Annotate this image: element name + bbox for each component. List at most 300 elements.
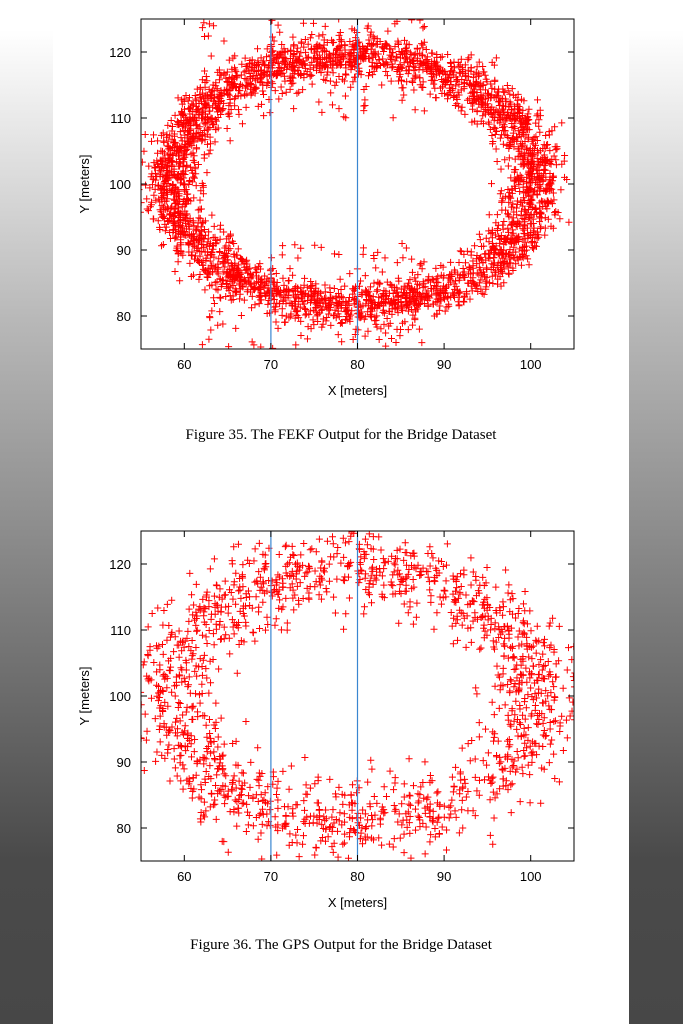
- data-point: [303, 569, 310, 576]
- data-point: [197, 206, 204, 213]
- data-point: [168, 597, 175, 604]
- data-point: [444, 95, 451, 102]
- data-point: [503, 777, 510, 784]
- data-point: [154, 604, 161, 611]
- data-point: [286, 830, 293, 837]
- data-point: [157, 738, 164, 745]
- data-point: [307, 785, 314, 792]
- data-point: [144, 728, 151, 735]
- data-point: [290, 41, 297, 48]
- data-point: [422, 850, 429, 857]
- data-point: [379, 269, 386, 276]
- x-tick-label: 90: [436, 357, 452, 372]
- data-point: [403, 78, 410, 85]
- data-point: [547, 725, 554, 732]
- data-point: [490, 789, 497, 796]
- data-point: [545, 658, 552, 665]
- data-point: [505, 213, 512, 220]
- data-point: [534, 623, 541, 630]
- data-point: [539, 699, 546, 706]
- data-point: [556, 623, 563, 630]
- data-point: [570, 673, 577, 680]
- data-point: [410, 576, 417, 583]
- data-point: [203, 77, 210, 84]
- data-point: [186, 606, 193, 613]
- data-point: [197, 819, 204, 826]
- data-point: [405, 609, 412, 616]
- data-point: [272, 303, 279, 310]
- data-point: [128, 746, 135, 753]
- data-point: [158, 242, 165, 249]
- data-point: [195, 214, 202, 221]
- data-point: [391, 802, 398, 809]
- data-point: [215, 666, 222, 673]
- data-point: [565, 644, 572, 651]
- data-point: [145, 623, 152, 630]
- data-point: [527, 799, 534, 806]
- data-point: [210, 294, 217, 301]
- data-point: [251, 301, 258, 308]
- data-point: [199, 712, 206, 719]
- gps-plot-svg: [53, 512, 629, 922]
- data-point: [309, 81, 316, 88]
- document-page: [53, 0, 629, 1024]
- data-point: [214, 322, 221, 329]
- data-point: [518, 208, 525, 215]
- data-point: [278, 626, 285, 633]
- data-point: [408, 256, 415, 263]
- data-point: [370, 255, 377, 262]
- data-point: [207, 140, 214, 147]
- data-point: [338, 338, 345, 345]
- data-point: [512, 698, 519, 705]
- data-point: [441, 803, 448, 810]
- data-point: [279, 242, 286, 249]
- data-point: [156, 661, 163, 668]
- data-point: [229, 560, 236, 567]
- data-point: [259, 87, 266, 94]
- data-point: [337, 276, 344, 283]
- data-point: [364, 779, 371, 786]
- data-point: [257, 344, 264, 351]
- data-point: [306, 596, 313, 603]
- data-point: [307, 546, 314, 553]
- data-point: [231, 772, 238, 779]
- data-point: [492, 619, 499, 626]
- data-point: [445, 804, 452, 811]
- data-point: [447, 802, 454, 809]
- data-point: [205, 690, 212, 697]
- data-point: [297, 332, 304, 339]
- data-point: [513, 726, 520, 733]
- data-point: [434, 819, 441, 826]
- data-point: [341, 78, 348, 85]
- data-point: [141, 767, 148, 774]
- data-point: [150, 192, 157, 199]
- data-point: [272, 87, 279, 94]
- data-point: [310, 813, 317, 820]
- data-point: [299, 841, 306, 848]
- data-point: [516, 188, 523, 195]
- data-point: [480, 757, 487, 764]
- data-point: [207, 658, 214, 665]
- data-point: [456, 259, 463, 266]
- data-point: [243, 801, 250, 808]
- data-point: [248, 304, 255, 311]
- data-point: [171, 235, 178, 242]
- data-point: [240, 800, 247, 807]
- data-point: [192, 690, 199, 697]
- data-point: [534, 96, 541, 103]
- data-point: [182, 722, 189, 729]
- data-point: [297, 864, 304, 871]
- data-point: [188, 591, 195, 598]
- data-point: [289, 272, 296, 279]
- data-point: [533, 650, 540, 657]
- data-point: [508, 809, 515, 816]
- data-point: [368, 599, 375, 606]
- data-point: [210, 22, 217, 29]
- data-point: [186, 570, 193, 577]
- data-point: [370, 556, 377, 563]
- data-point: [165, 138, 172, 145]
- data-point: [378, 546, 385, 553]
- data-point: [561, 152, 568, 159]
- data-point: [450, 572, 457, 579]
- data-point: [488, 132, 495, 139]
- data-point: [189, 795, 196, 802]
- y-tick-label: 90: [116, 243, 131, 258]
- data-point: [206, 762, 213, 769]
- data-point: [290, 606, 297, 613]
- data-point: [300, 540, 307, 547]
- data-point: [498, 187, 505, 194]
- data-point: [547, 719, 554, 726]
- data-point: [155, 217, 162, 224]
- data-point: [276, 29, 283, 36]
- scatter-points: [114, 513, 593, 871]
- data-point: [433, 609, 440, 616]
- data-point: [521, 753, 528, 760]
- data-point: [493, 663, 500, 670]
- data-point: [252, 545, 259, 552]
- fekf-chart: [53, 0, 629, 410]
- data-point: [423, 824, 430, 831]
- data-point: [507, 721, 514, 728]
- data-point: [495, 738, 502, 745]
- data-point: [353, 814, 360, 821]
- data-point: [266, 109, 273, 116]
- data-point: [219, 320, 226, 327]
- data-point: [400, 91, 407, 98]
- data-point: [257, 830, 264, 837]
- data-point: [213, 626, 220, 633]
- data-point: [197, 197, 204, 204]
- data-point: [361, 603, 368, 610]
- data-point: [416, 17, 423, 24]
- data-point: [137, 209, 144, 216]
- data-point: [330, 849, 337, 856]
- data-point: [205, 150, 212, 157]
- data-point: [331, 285, 338, 292]
- data-point: [547, 741, 554, 748]
- data-point: [450, 640, 457, 647]
- data-point: [335, 331, 342, 338]
- data-point: [226, 650, 233, 657]
- data-point: [457, 777, 464, 784]
- data-point: [550, 683, 557, 690]
- data-point: [380, 321, 387, 328]
- data-point: [279, 90, 286, 97]
- data-point: [500, 226, 507, 233]
- data-point: [500, 218, 507, 225]
- data-point: [571, 716, 578, 723]
- data-point: [493, 146, 500, 153]
- data-point: [310, 20, 317, 27]
- data-point: [273, 791, 280, 798]
- data-point: [327, 89, 334, 96]
- data-point: [184, 628, 191, 635]
- data-point: [197, 700, 204, 707]
- data-point: [281, 803, 288, 810]
- data-point: [213, 771, 220, 778]
- data-point: [566, 694, 573, 701]
- y-tick-label: 120: [109, 45, 131, 60]
- data-point: [337, 513, 344, 520]
- data-point: [525, 654, 532, 661]
- data-point: [125, 660, 132, 667]
- data-point: [177, 752, 184, 759]
- data-point: [507, 723, 514, 730]
- data-point: [222, 578, 229, 585]
- data-point: [322, 807, 329, 814]
- data-point: [212, 700, 219, 707]
- data-point: [132, 650, 139, 657]
- data-point: [275, 95, 282, 102]
- data-point: [564, 734, 571, 741]
- data-point: [514, 134, 521, 141]
- data-point: [341, 283, 348, 290]
- data-point: [211, 796, 218, 803]
- data-point: [273, 319, 280, 326]
- data-point: [235, 245, 242, 252]
- data-point: [168, 689, 175, 696]
- data-point: [263, 810, 270, 817]
- data-point: [486, 211, 493, 218]
- data-point: [210, 630, 217, 637]
- data-point: [406, 792, 413, 799]
- data-point: [254, 45, 261, 52]
- data-point: [459, 797, 466, 804]
- data-point: [237, 595, 244, 602]
- data-point: [294, 801, 301, 808]
- data-point: [500, 775, 507, 782]
- data-point: [479, 574, 486, 581]
- data-point: [476, 777, 483, 784]
- data-point: [301, 275, 308, 282]
- data-point: [471, 242, 478, 249]
- data-point: [194, 627, 201, 634]
- data-point: [390, 114, 397, 121]
- data-point: [406, 830, 413, 837]
- data-point: [498, 131, 505, 138]
- data-point: [335, 251, 342, 258]
- x-tick-label: 60: [177, 357, 192, 372]
- data-point: [164, 601, 171, 608]
- data-point: [454, 637, 461, 644]
- data-point: [163, 637, 170, 644]
- data-point: [189, 652, 196, 659]
- data-point: [177, 777, 184, 784]
- data-point: [545, 216, 552, 223]
- data-point: [377, 325, 384, 332]
- data-point: [497, 135, 504, 142]
- data-point: [145, 163, 152, 170]
- data-point: [308, 545, 315, 552]
- data-point: [133, 749, 140, 756]
- data-point: [330, 553, 337, 560]
- data-point: [482, 726, 489, 733]
- data-point: [150, 131, 157, 138]
- data-point: [267, 822, 274, 829]
- data-point: [453, 584, 460, 591]
- data-point: [224, 125, 231, 132]
- data-point: [217, 636, 224, 643]
- data-point: [522, 588, 529, 595]
- data-point: [541, 642, 548, 649]
- data-point: [464, 788, 471, 795]
- data-point: [284, 619, 291, 626]
- data-point: [522, 752, 529, 759]
- data-point: [506, 154, 513, 161]
- data-point: [302, 820, 309, 827]
- data-point: [149, 610, 156, 617]
- data-point: [413, 614, 420, 621]
- x-axis-title: X [meters]: [327, 383, 388, 398]
- data-point: [273, 615, 280, 622]
- data-point: [221, 770, 228, 777]
- data-point: [297, 551, 304, 558]
- data-point: [556, 215, 563, 222]
- data-point: [341, 41, 348, 48]
- data-point: [217, 236, 224, 243]
- data-point: [200, 19, 207, 26]
- data-point: [384, 28, 391, 35]
- data-point: [478, 645, 485, 652]
- data-point: [505, 589, 512, 596]
- data-point: [228, 297, 235, 304]
- data-point: [154, 137, 161, 144]
- data-point: [492, 131, 499, 138]
- data-point: [211, 756, 218, 763]
- data-point: [220, 37, 227, 44]
- data-point: [510, 653, 517, 660]
- data-point: [405, 326, 412, 333]
- data-point: [452, 764, 459, 771]
- data-point: [198, 681, 205, 688]
- data-point: [476, 231, 483, 238]
- data-point: [371, 793, 378, 800]
- data-point: [251, 638, 258, 645]
- data-point: [548, 161, 555, 168]
- data-point: [458, 583, 465, 590]
- data-point: [326, 578, 333, 585]
- data-point: [373, 800, 380, 807]
- data-point: [184, 704, 191, 711]
- data-point: [205, 32, 212, 39]
- data-point: [487, 626, 494, 633]
- data-point: [412, 106, 419, 113]
- data-point: [153, 748, 160, 755]
- data-point: [505, 581, 512, 588]
- data-point: [329, 824, 336, 831]
- data-point: [345, 538, 352, 545]
- data-point: [175, 742, 182, 749]
- data-point: [201, 33, 208, 40]
- data-point: [477, 614, 484, 621]
- data-point: [250, 822, 257, 829]
- data-point: [510, 762, 517, 769]
- data-point: [370, 280, 377, 287]
- data-point: [243, 76, 250, 83]
- data-point: [290, 51, 297, 58]
- data-point: [141, 658, 148, 665]
- data-point: [412, 827, 419, 834]
- data-point: [480, 68, 487, 75]
- data-point: [287, 265, 294, 272]
- data-point: [530, 662, 537, 669]
- data-point: [476, 646, 483, 653]
- data-point: [372, 264, 379, 271]
- data-point: [148, 138, 155, 145]
- data-point: [477, 276, 484, 283]
- data-point: [319, 31, 326, 38]
- data-point: [190, 601, 197, 608]
- data-point: [275, 605, 282, 612]
- data-point: [329, 533, 336, 540]
- data-point: [550, 718, 557, 725]
- data-point: [331, 250, 338, 257]
- data-point: [295, 601, 302, 608]
- data-point: [238, 312, 245, 319]
- data-point: [131, 713, 138, 720]
- data-point: [421, 258, 428, 265]
- data-point: [183, 708, 190, 715]
- data-point: [443, 847, 450, 854]
- data-point: [250, 341, 257, 348]
- data-point: [172, 764, 179, 771]
- data-point: [378, 842, 385, 849]
- data-point: [246, 812, 253, 819]
- data-point: [136, 182, 143, 189]
- data-point: [489, 841, 496, 848]
- data-point: [516, 706, 523, 713]
- data-point: [236, 778, 243, 785]
- data-point: [401, 849, 408, 856]
- data-point: [413, 600, 420, 607]
- data-point: [521, 698, 528, 705]
- data-point: [560, 747, 567, 754]
- data-point: [300, 595, 307, 602]
- data-point: [297, 245, 304, 252]
- data-point: [240, 770, 247, 777]
- data-point: [198, 786, 205, 793]
- data-point: [272, 813, 279, 820]
- data-point: [502, 701, 509, 708]
- data-point: [207, 679, 214, 686]
- data-point: [467, 554, 474, 561]
- data-point: [512, 665, 519, 672]
